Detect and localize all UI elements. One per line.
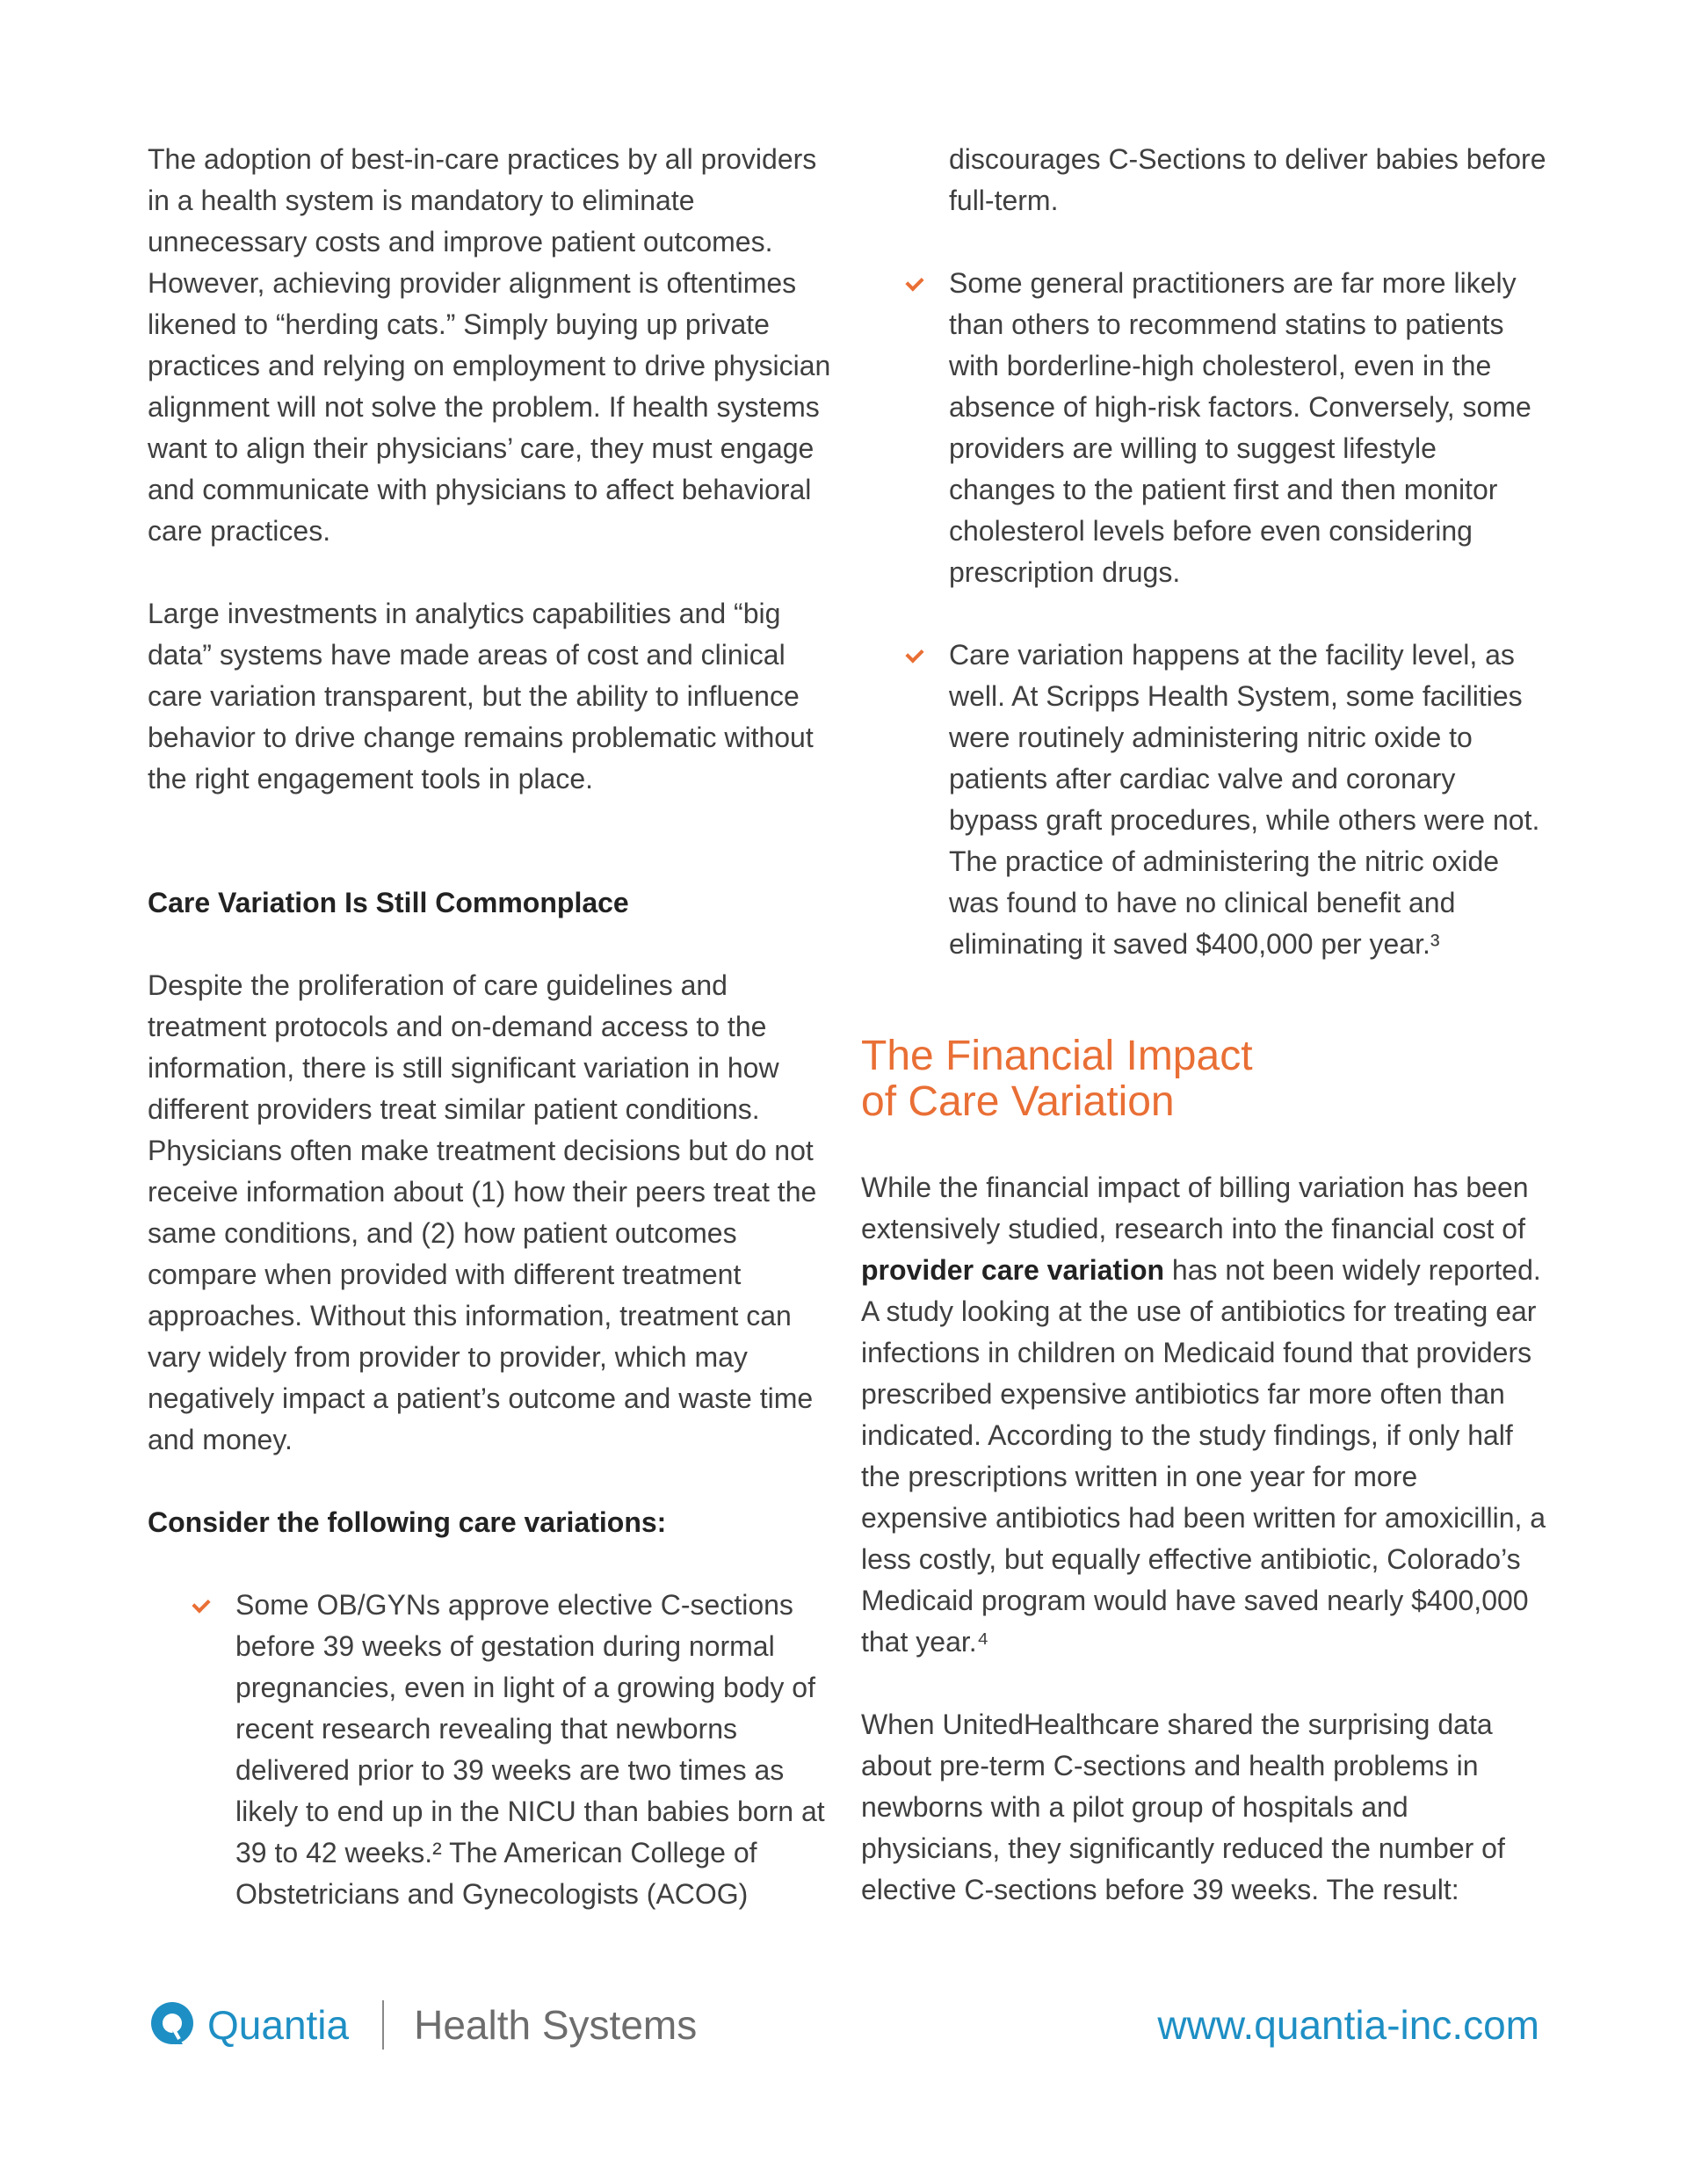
section-title-line-1: The Financial Impact (861, 1033, 1253, 1079)
intro-paragraph: The adoption of best-in-care practices by all providers in a health system is mandatory to eliminate unnecessary costs and improve patient outcomes. However, achieving provider alignment is oftentimes likened to “herding cats.” Simply buying up private practices and relying on employment to drive physician alignment will not solve the problem. If health systems want to align their physicians’ care, they must engage and communicate with physicians to affect behavioral care practices. (148, 143, 831, 547)
care-variations-list-heading: Consider the following care variations: (148, 1506, 667, 1538)
brand-logo (148, 2000, 697, 2050)
care-variation-paragraph: Despite the proliferation of care guidelines and treatment protocols and on-demand access to the information, there is still significant variation in how different providers treat similar patient conditions. Physicians often make treatment decisions but do not receive information about (1) how their peers treat the same conditions, and (2) how patient outcomes compare when provided with different treatment approaches. Without this information, treatment can vary widely from provider to provider, which may negatively impact a patient’s outcome and waste time and money. (148, 969, 817, 1455)
check-icon (905, 644, 923, 663)
right-column (861, 139, 1546, 1952)
quantia-logo-icon (148, 2000, 197, 2050)
paragraph-bold-phrase: provider care variation (861, 1254, 1165, 1286)
list-item-text: discourages C-Sections to deliver babies before full-term. (949, 143, 1546, 216)
care-variations-list (148, 1585, 833, 1915)
analytics-paragraph: Large investments in analytics capabilities and “big data” systems have made areas of cost and clinical care variation transparent, but the ability to influence behavior to drive change remains problematic without the right engagement tools in place. (148, 598, 814, 795)
footer-divider (382, 2000, 384, 2050)
unitedhealthcare-paragraph: When UnitedHealthcare shared the surprising data about pre-term C-sections and health problems in newborns with a pilot group of hospitals and physicians, they significantly reduced the number of elective C-sections before 39 weeks. The result: (861, 1709, 1505, 1905)
list-item-text: Some general practitioners are far more likely than others to recommend statins to patients with borderline-high cholesterol, even in the absence of high-risk factors. Conversely, some providers are willing to suggest lifestyle changes to the patient first and then monitor cholesterol levels before even considering prescription drugs. (949, 267, 1531, 588)
list-item (861, 635, 1546, 965)
section-title-line-2: of Care Variation (861, 1078, 1175, 1125)
financial-impact-paragraph (861, 1167, 1546, 1663)
check-icon (192, 1594, 210, 1613)
list-item (148, 1585, 833, 1915)
paragraph-text-start: While the financial impact of billing variation has been extensively studied, research into the financial cost of (861, 1172, 1529, 1244)
check-icon (905, 272, 923, 291)
care-variations-list-continued (861, 139, 1546, 965)
list-item-text: Some OB/GYNs approve elective C-sections before 39 weeks of gestation during normal pregnancies, even in light of a growing body of recent research revealing that newborns delivered prior to 39 weeks are two times as likely to end up in the NICU than babies born at 39 to 42 weeks.² The American College of Obstetricians and Gynecologists (ACOG) (235, 1589, 825, 1910)
list-item (861, 263, 1546, 593)
brand-name: Quantia (207, 2002, 350, 2048)
list-item (861, 139, 1546, 221)
financial-impact-title (861, 1034, 1546, 1125)
list-item-text: Care variation happens at the facility level, as well. At Scripps Health System, some facilities were routinely administering nitric oxide to patients after cardiac valve and coronary bypass graft procedures, while others were not. The practice of administering the nitric oxide was found to have no clinical benefit and eliminating it saved $400,000 per year.³ (949, 639, 1540, 960)
page-footer (148, 1993, 1539, 2055)
left-column (148, 139, 833, 1956)
care-variation-heading: Care Variation Is Still Commonplace (148, 887, 629, 918)
website-link[interactable]: www.quantia-inc.com (1157, 2002, 1539, 2048)
brand-division: Health Systems (414, 2002, 698, 2048)
paragraph-text-end: has not been widely reported. A study looking at the use of antibiotics for treating ear infections in children on Medicaid found that providers prescribed expensive antibiotics far more often than indicated. According to the study findings, if only half the prescriptions written in one year for more expensive antibiotics had been written for amoxicillin, a less costly, but equally effective antibiotic, Colorado’s Medicaid program would have saved nearly $400,000 that year.⁴ (861, 1254, 1546, 1658)
